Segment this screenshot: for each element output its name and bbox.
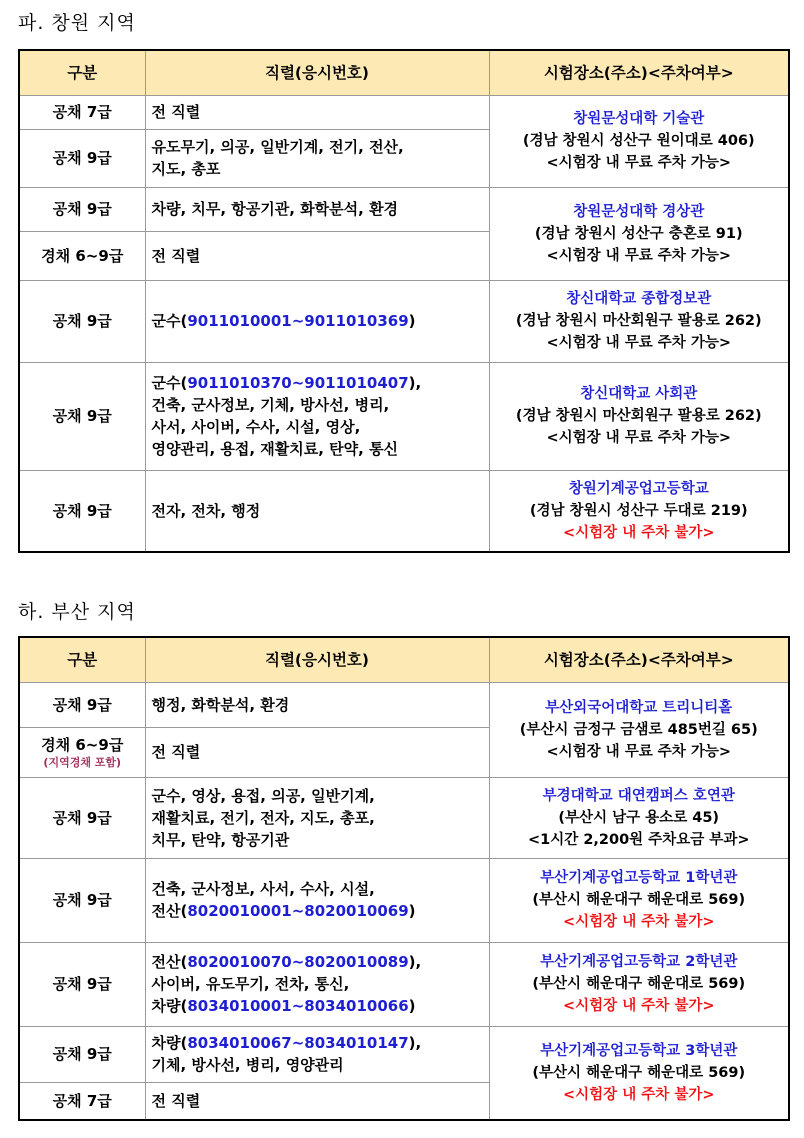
row-positions: 전 직렬 xyxy=(145,1082,489,1120)
row-category: 공채 9급 xyxy=(19,129,145,187)
header-row xyxy=(19,50,789,95)
section-title-changwon: 파. 창원 지역 xyxy=(18,12,136,34)
table-row xyxy=(19,280,789,362)
row-positions: 군수(9011010001~9011010369) xyxy=(145,280,489,362)
row-positions: 군수, 영상, 용접, 의공, 일반기계, 재활치료, 전기, 전자, 지도, 총포, 치무, 탄약, 항공기관 xyxy=(145,777,489,858)
location-address: (경남 창원시 마산회원구 팔용로 262) xyxy=(515,408,762,424)
exam-location xyxy=(489,280,789,362)
location-name: 부경대학교 대연캠퍼스 호연관 xyxy=(542,787,735,804)
exam-number-range: 8020010070~8020010089 xyxy=(187,953,409,971)
row-category: 공채 9급 xyxy=(19,858,145,942)
row-category: 공채 9급 xyxy=(19,682,145,727)
table-row xyxy=(19,95,789,129)
row-category: 공채 7급 xyxy=(19,95,145,129)
table-row xyxy=(19,1026,789,1082)
location-name: 부산기계공업고등학교 3학년관 xyxy=(540,1042,738,1059)
parking-info: <1시간 2,200원 주차요금 부과> xyxy=(528,831,750,848)
location-address: (경남 창원시 성산구 원이대로 406) xyxy=(522,133,755,149)
row-positions: 건축, 군사정보, 사서, 수사, 시설, 전산(8020010001~8020010069) xyxy=(145,858,489,942)
header-category: 구분 xyxy=(19,50,145,95)
header-location: 시험장소(주소)<주차여부> xyxy=(489,637,789,682)
parking-info: <시험장 내 주차 불가> xyxy=(563,914,715,930)
row-positions: 군수(9011010370~9011010407), 건축, 군사정보, 기체, 방사선, 병리, 사서, 사이버, 수사, 시설, 영상, 영양관리, 용접, 재활치료, 탄약, 통신 xyxy=(145,362,489,470)
exam-number-range: 8034010067~8034010147 xyxy=(187,1034,409,1052)
exam-location xyxy=(489,1026,789,1120)
parking-info: <시험장 내 주차 불가> xyxy=(563,998,715,1014)
exam-number-range: 8034010001~8034010066 xyxy=(187,997,409,1015)
parking-info: <시험장 내 무료 주차 가능> xyxy=(546,155,732,171)
parking-info: <시험장 내 무료 주차 가능> xyxy=(546,247,732,264)
exam-number-range: 9011010370~9011010407 xyxy=(187,374,409,392)
location-name: 창신대학교 사회관 xyxy=(580,386,698,402)
row-category: 공채 9급 xyxy=(19,187,145,231)
exam-location xyxy=(489,187,789,280)
exam-location xyxy=(489,95,789,187)
row-positions: 전 직렬 xyxy=(145,95,489,129)
header-position: 직렬(응시번호) xyxy=(145,637,489,682)
table-row xyxy=(19,187,789,231)
location-name: 창원문성대학 기술관 xyxy=(573,111,705,127)
location-address: (부산시 해운대구 해운대로 569) xyxy=(532,1064,746,1081)
row-positions: 유도무기, 의공, 일반기계, 전기, 전산, 지도, 총포 xyxy=(145,129,489,187)
row-positions: 행정, 화학분석, 환경 xyxy=(145,682,489,727)
row-category: 공채 9급 xyxy=(19,942,145,1026)
row-positions: 전 직렬 xyxy=(145,231,489,280)
row-positions: 전자, 전차, 행정 xyxy=(145,470,489,552)
location-address: (경남 창원시 성산구 두대로 219) xyxy=(529,502,748,519)
table-row xyxy=(19,470,789,552)
location-address: (부산시 금정구 금샘로 485번길 65) xyxy=(519,721,758,738)
row-category: 공채 9급 xyxy=(19,362,145,470)
row-category: 공채 9급 xyxy=(19,777,145,858)
table-row xyxy=(19,942,789,1026)
exam-location xyxy=(489,858,789,942)
location-address: (부산시 해운대구 해운대로 569) xyxy=(532,892,746,908)
location-address: (경남 창원시 성산구 충혼로 91) xyxy=(534,225,743,242)
table-row xyxy=(19,858,789,942)
row-category: 공채 9급 xyxy=(19,280,145,362)
location-name: 부산기계공업고등학교 2학년관 xyxy=(540,954,738,970)
row-category: 경채 6~9급 (지역경채 포함) xyxy=(19,727,145,777)
parking-info: <시험장 내 주차 불가> xyxy=(563,524,715,541)
location-address: (부산시 해운대구 해운대로 569) xyxy=(532,976,746,992)
location-name: 창원문성대학 경상관 xyxy=(573,203,705,220)
exam-location xyxy=(489,777,789,858)
header-row xyxy=(19,637,789,682)
exam-location xyxy=(489,942,789,1026)
location-name: 부산기계공업고등학교 1학년관 xyxy=(540,870,738,886)
table-row xyxy=(19,682,789,727)
section-title-busan: 하. 부산 지역 xyxy=(18,601,136,623)
row-category: 경채 6~9급 xyxy=(19,231,145,280)
exam-number-range: 9011010001~9011010369 xyxy=(187,312,409,330)
location-address: (경남 창원시 마산회원구 팔용로 262) xyxy=(515,313,762,329)
row-positions: 차량, 치무, 항공기관, 화학분석, 환경 xyxy=(145,187,489,231)
parking-info: <시험장 내 주차 불가> xyxy=(563,1086,715,1103)
row-category: 공채 7급 xyxy=(19,1082,145,1120)
row-category: 공채 9급 xyxy=(19,1026,145,1082)
row-positions: 차량(8034010067~8034010147), 기체, 방사선, 병리, 영양관리 xyxy=(145,1026,489,1082)
row-positions: 전 직렬 xyxy=(145,727,489,777)
header-position: 직렬(응시번호) xyxy=(145,50,489,95)
exam-location xyxy=(489,362,789,470)
exam-location xyxy=(489,682,789,777)
location-name: 부산외국어대학교 트리니티홀 xyxy=(545,699,733,716)
parking-info: <시험장 내 무료 주차 가능> xyxy=(546,743,732,760)
location-name: 창원기계공업고등학교 xyxy=(568,480,709,497)
header-category: 구분 xyxy=(19,637,145,682)
exam-location xyxy=(489,470,789,552)
row-category: 공채 9급 xyxy=(19,470,145,552)
parking-info: <시험장 내 무료 주차 가능> xyxy=(546,335,732,351)
table-row xyxy=(19,777,789,858)
location-address: (부산시 남구 용소로 45) xyxy=(558,809,720,826)
table-changwon xyxy=(18,49,790,553)
category-note: (지역경채 포함) xyxy=(43,756,122,769)
table-busan xyxy=(18,636,790,1121)
parking-info: <시험장 내 무료 주차 가능> xyxy=(546,430,732,446)
table-row xyxy=(19,362,789,470)
header-location: 시험장소(주소)<주차여부> xyxy=(489,50,789,95)
row-positions: 전산(8020010070~8020010089), 사이버, 유도무기, 전차, 통신, 차량(8034010001~8034010066) xyxy=(145,942,489,1026)
exam-number-range: 8020010001~8020010069 xyxy=(187,902,409,920)
location-name: 창신대학교 종합정보관 xyxy=(566,291,712,307)
